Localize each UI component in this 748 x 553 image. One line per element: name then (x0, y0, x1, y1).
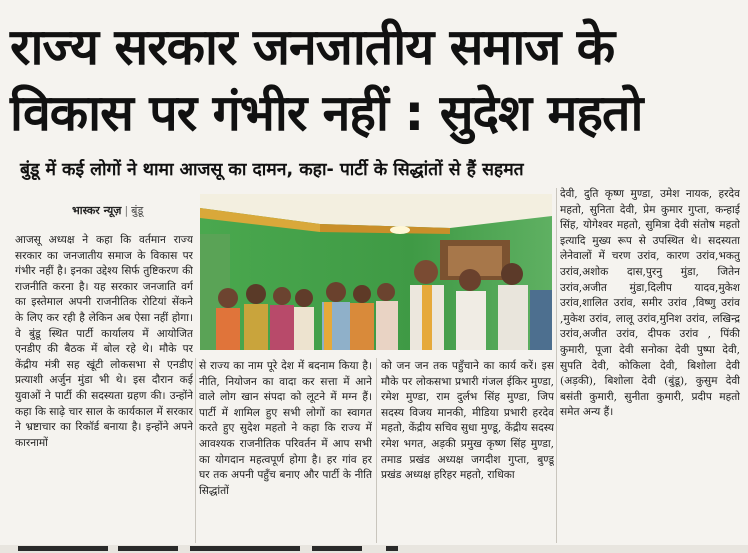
next-article-strip (0, 545, 748, 553)
group-photo (200, 194, 552, 350)
next-article-fragment (190, 546, 300, 551)
byline-agency: भास्कर न्यूज़ (72, 204, 122, 217)
column-divider (556, 188, 557, 543)
byline-separator: | (124, 204, 129, 217)
column-divider (376, 358, 377, 543)
article-column-1: आजसू अध्यक्ष ने कहा कि वर्तमान राज्य सरकार का जनजातीय समाज के विकास पर गंभीर नहीं है। इनका उद्देश्य सिर्फ तुष्टिकरण की राजनीति करना है। यह सरकार जनजाति वर्ग का इस्तेमाल अपनी राजनीतिक रोटियां सेंकने के लिए कर रही है लेकिन अब ऐसा नहीं होगा। वे बुंडू स्थित पार्टी कार्यालय में आयोजित एनडीए की बैठक में बोल रहे थे। मौके पर केंद्रीय मंत्री सह खूंटी लोकसभा से एनडीए प्रत्याशी अर्जुन मुंडा भी थे। इस दौरान कई युवाओं ने पार्टी की सदस्यता ग्रहण की। उन्होंने कहा कि साढ़े चार साल के कार्यकाल में सरकार ने भ्रष्टाचार का रिकॉर्ड बनाया है। इन्होंने अपने कारनामों (15, 234, 193, 449)
byline (72, 203, 143, 218)
next-article-fragment (118, 546, 178, 551)
article-column-4: देवी, दुति कृष्ण मुण्डा, उमेश नायक, हरदेव महतो, सुनिता देवी, प्रेम कुमार गुप्ता, कन्हाई सिंह, योगेश्वर महतो, सुमित्रा देवी संतोष महतो इत्यादि मुख्य रूप से उपस्थित थे। सदस्यता लेनेवालों में चरण उरांव, कारण उरांव,भकतु उरांव,अशोक दास,पुरनु मुंडा, जितेन उरांव,अजीत मुंडा,दिलीप यादव,मुकेश उरांव,शालित उरांव, समीर उरांव ,विष्णु उरांव ,मुकेश उरांव, लालू उरांव,मुनिश उरांव, लखिन्द्र उरांव,अजीत उरांव, दीपक उरांव , पिंकी कुमारी, पूजा देवी सनोका देवी पुष्पा देवी, सुपति देवी, कोकिला देवी, बिशोला देवी (अड़की), बिशोला देवी (बुंडू), कुसुम देवी बसंती कुमारी, सुनीता कुमारी, प्रदीप महतो समेत अन्य हैं। (560, 188, 740, 419)
headline-line-1: राज्य सरकार जनजातीय समाज के (10, 18, 615, 76)
group-photo-icon (200, 194, 552, 350)
next-article-fragment (386, 546, 398, 551)
next-article-fragment (18, 546, 108, 551)
article-column-2: से राज्य का नाम पूरे देश में बदनाम किया है। नीति, नियोजन का वादा कर सत्ता में आने वाले लोग खान संपदा को लूटने में मग्न हैं। पार्टी में शामिल हुए सभी लोगों का स्वागत करते हुए सुदेश महतो ने कहा कि राज्य में आवश्यक राजनीतिक परिवर्तन में आप सभी का योगदान महत्वपूर्ण होगा है। हर गांव हर घर तक अपनी पहुँच बनाए और पार्टी के नीति सिद्धांतों (199, 360, 372, 497)
byline-place: बुंडू (131, 204, 144, 217)
column-divider (195, 358, 196, 543)
article-column-3: को जन जन तक पहुँचाने का कार्य करें। इस मौके पर लोकसभा प्रभारी गंजल ईकिर मुण्डा, रमेश मुण्डा, राम दुर्लभ सिंह मुण्डा, जिप सदस्य विजय मानकी, मीडिया प्रभारी हरदेव महतो, केंद्रीय सचिव सुधा मुण्डू, केंद्रीय सदस्य रमेश भगत, अड़की प्रमुख कृष्ण सिंह मुण्डा, तमाड प्रखंड अध्यक्ष जगदीश गुप्ता, बुण्डू प्रखंड अध्यक्ष हरिहर महतो, राधिका (381, 360, 554, 482)
next-article-fragment (312, 546, 362, 551)
headline-line-2: विकास पर गंभीर नहीं : सुदेश महतो (10, 84, 643, 142)
subheadline: बुंडू में कई लोगों ने थामा आजसू का दामन, कहा- पार्टी के सिद्धांतों से हैं सहमत (20, 160, 524, 180)
